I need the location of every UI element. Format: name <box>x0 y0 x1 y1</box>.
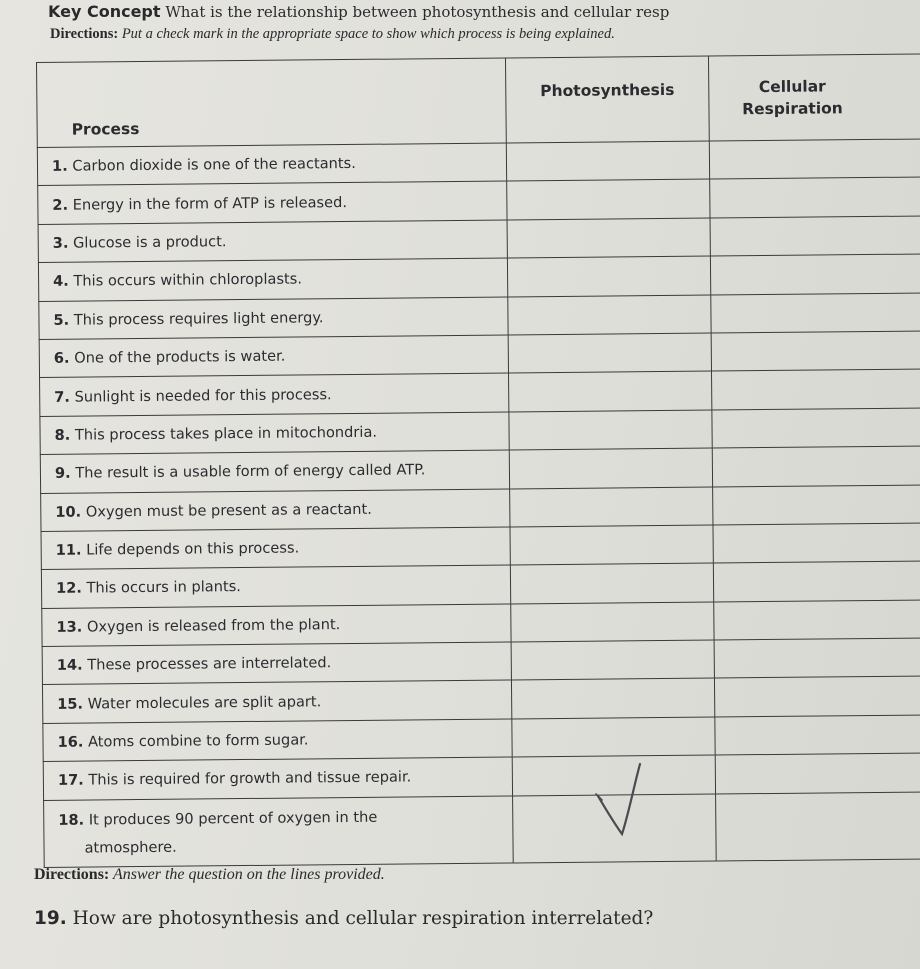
row-text: This process requires light energy. <box>73 309 324 329</box>
row-text-line2: atmosphere. <box>84 838 177 857</box>
process-cell <box>40 450 509 493</box>
process-table-wrapper <box>36 53 920 862</box>
row-text: One of the products is water. <box>74 347 286 367</box>
process-table <box>36 53 920 867</box>
question-19 <box>34 908 653 929</box>
photosynthesis-answer-cell[interactable] <box>507 179 710 219</box>
process-cell <box>41 488 510 531</box>
row-text: These processes are interrelated. <box>87 654 332 674</box>
row-text: Water molecules are split apart. <box>87 692 322 713</box>
table-row <box>44 791 920 867</box>
process-cell <box>42 642 511 685</box>
process-cell <box>40 373 509 416</box>
key-concept-label: Key Concept <box>48 2 161 21</box>
process-cell <box>38 220 507 263</box>
row-text: Oxygen must be present as a reactant. <box>85 500 372 521</box>
row-number: 16. <box>57 733 84 751</box>
directions-text: Put a check mark in the appropriate space to show which process is being explained. <box>121 26 615 42</box>
directions-label: Directions: <box>50 26 119 42</box>
row-number: 12. <box>55 580 82 598</box>
row-number: 4. <box>53 273 69 291</box>
respiration-answer-cell[interactable] <box>710 177 920 218</box>
process-cell <box>41 565 510 608</box>
process-cell <box>40 412 509 455</box>
respiration-answer-cell[interactable] <box>710 254 920 295</box>
directions-text: Answer the question on the lines provided. <box>112 866 385 883</box>
respiration-answer-cell[interactable] <box>715 753 920 794</box>
row-text: Carbon dioxide is one of the reactants. <box>72 155 356 175</box>
row-text: Sunlight is needed for this process. <box>74 385 332 406</box>
respiration-answer-cell[interactable] <box>712 446 920 487</box>
respiration-answer-cell[interactable] <box>709 139 920 180</box>
photosynthesis-answer-cell[interactable] <box>508 333 711 373</box>
row-number: 9. <box>54 464 71 483</box>
row-number: 2. <box>52 196 69 214</box>
respiration-answer-cell[interactable] <box>713 523 920 564</box>
row-number: 17. <box>57 772 84 790</box>
directions-checkmark <box>50 26 910 43</box>
row-number: 11. <box>55 541 82 559</box>
directions-answer <box>34 866 385 884</box>
row-number: 6. <box>53 349 70 367</box>
process-cell <box>42 680 511 723</box>
header-cellular-respiration <box>708 54 920 141</box>
respiration-answer-cell[interactable] <box>713 561 920 602</box>
process-cell <box>39 335 508 378</box>
question-text: How are photosynthesis and cellular respiration interrelated? <box>72 908 654 929</box>
respiration-answer-cell[interactable] <box>714 638 920 679</box>
photosynthesis-answer-cell[interactable] <box>510 563 713 603</box>
row-text: Energy in the form of ATP is released. <box>72 193 348 214</box>
header-respiration-line2: Respiration <box>742 99 843 119</box>
photosynthesis-answer-cell[interactable] <box>510 525 713 565</box>
row-text: Atoms combine to form sugar. <box>87 731 309 751</box>
row-text: This occurs within chloroplasts. <box>73 270 303 291</box>
respiration-answer-cell[interactable] <box>712 408 920 449</box>
process-cell <box>44 796 514 867</box>
photosynthesis-answer-cell[interactable] <box>507 218 710 258</box>
respiration-answer-cell[interactable] <box>714 600 920 641</box>
row-number: 8. <box>54 426 71 444</box>
row-number: 15. <box>57 695 84 713</box>
respiration-answer-cell[interactable] <box>713 484 920 525</box>
row-text-line1: It produces 90 percent of oxygen in the <box>88 808 378 829</box>
photosynthesis-answer-cell[interactable] <box>507 256 710 296</box>
question-number: 19. <box>34 908 67 929</box>
process-cell <box>38 258 507 301</box>
photosynthesis-answer-cell[interactable] <box>510 487 713 527</box>
row-number: 1. <box>51 157 68 176</box>
row-text: Glucose is a product. <box>73 233 227 252</box>
respiration-answer-cell[interactable] <box>712 369 920 410</box>
row-number: 10. <box>55 503 82 521</box>
row-number: 18. <box>58 811 85 829</box>
table-header-row <box>37 54 920 148</box>
row-text: This is required for growth and tissue repair. <box>88 768 412 789</box>
row-number: 5. <box>53 311 70 329</box>
process-cell <box>43 757 512 800</box>
row-text: The result is a usable form of energy called ATP. <box>75 461 426 482</box>
header-photosynthesis: Photosynthesis <box>505 56 709 143</box>
respiration-answer-cell[interactable] <box>716 791 920 860</box>
directions-label: Directions: <box>34 866 110 883</box>
photosynthesis-answer-cell[interactable] <box>509 448 712 488</box>
respiration-answer-cell[interactable] <box>714 676 920 717</box>
checkmark-icon <box>560 746 670 846</box>
header-respiration-line1: Cellular <box>758 77 826 97</box>
photosynthesis-answer-cell[interactable] <box>508 295 711 335</box>
photosynthesis-answer-cell[interactable] <box>506 141 709 181</box>
photosynthesis-answer-cell[interactable] <box>509 410 712 450</box>
process-cell <box>41 527 510 570</box>
row-number: 13. <box>56 618 83 636</box>
respiration-answer-cell[interactable] <box>715 715 920 756</box>
process-cell <box>39 297 508 340</box>
photosynthesis-answer-cell[interactable] <box>511 678 714 718</box>
key-concept-line <box>48 2 920 21</box>
row-text: This process takes place in mitochondria. <box>74 423 378 444</box>
row-number: 7. <box>54 388 70 406</box>
header-process: Process <box>37 58 507 147</box>
photosynthesis-answer-cell[interactable] <box>511 602 714 642</box>
respiration-answer-cell[interactable] <box>711 292 920 333</box>
process-cell <box>43 719 512 762</box>
row-text: Oxygen is released from the plant. <box>86 615 341 636</box>
key-concept-question: What is the relationship between photosynthesis and cellular resp <box>165 3 670 21</box>
process-cell <box>42 604 511 647</box>
row-text: Life depends on this process. <box>86 539 300 559</box>
process-cell <box>38 181 507 224</box>
process-cell <box>37 143 506 186</box>
row-text: This occurs in plants. <box>86 578 241 598</box>
photosynthesis-answer-cell[interactable] <box>511 640 714 680</box>
respiration-answer-cell[interactable] <box>711 331 920 372</box>
photosynthesis-answer-cell[interactable] <box>509 371 712 411</box>
row-number: 14. <box>56 656 83 675</box>
row-number: 3. <box>52 234 69 252</box>
respiration-answer-cell[interactable] <box>710 216 920 257</box>
